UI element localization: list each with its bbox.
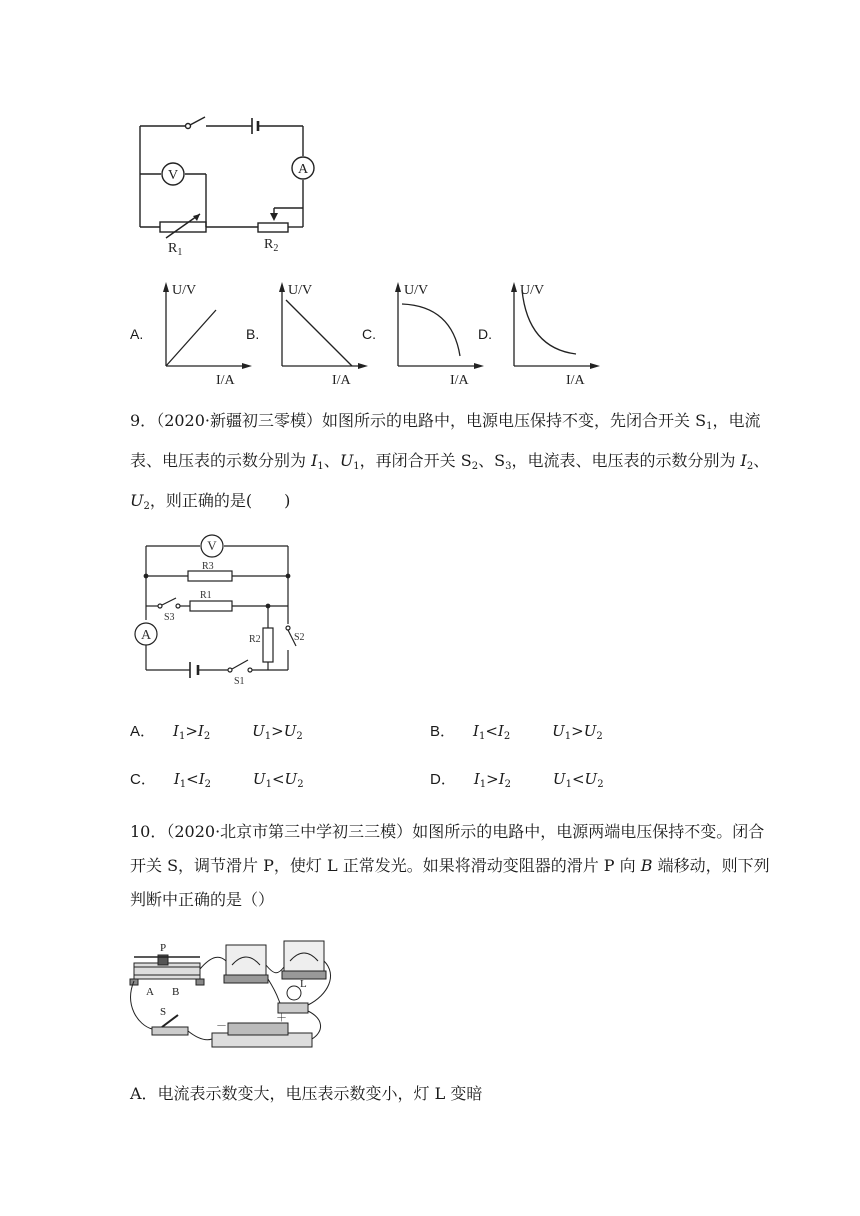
q10-question-text (130, 815, 820, 917)
q10-number: 10． (130, 822, 167, 841)
q9-r1-label: R1 (200, 590, 212, 601)
q9-ammeter-label: A (140, 628, 152, 643)
r2-label: $R_2$ (264, 237, 279, 254)
q9-voltmeter-label: V (207, 538, 217, 553)
option-a-key[interactable]: A. (130, 326, 144, 342)
q9-line-1: 9．（2020·新疆初三零模）如图所示的电路中，电源电压保持不变，先闭合开关 $S_1$，电流 (130, 411, 761, 432)
q10-apparatus-diagram (128, 935, 338, 1053)
q9-question-text (130, 404, 820, 524)
option-d-key[interactable]: D. (478, 326, 492, 342)
q10-minus-label: － (216, 1020, 227, 1032)
q10-p-label: P (160, 942, 167, 954)
voltmeter-label: V (167, 168, 179, 183)
q10-line-2: 开关 S，调节滑片 P，使灯 L 正常发光。如果将滑动变阻器的滑片 P 向 B 端移动，则下列 (130, 856, 770, 875)
r1-label: $R_1$ (168, 241, 183, 258)
q10-a-label: A (146, 986, 154, 998)
q10-option-a[interactable]: A．电流表示数变大，电压表示数变小，灯 L 变暗 (130, 1084, 483, 1103)
q9-option-a[interactable]: A． $I_1>I_2$ $U_1>U_2$ (130, 722, 303, 742)
option-a-y-axis: U/V (172, 283, 197, 298)
option-d-y-axis: U/V (520, 283, 545, 298)
q10-s-label: S (160, 1006, 167, 1018)
q9-r2-label: R2 (249, 634, 261, 645)
q9-option-c[interactable]: C． $I_1<I_2$ $U_1<U_2$ (130, 770, 304, 790)
option-b-x-axis: I/A (332, 373, 351, 388)
q10-line-1: 10．（2020·北京市第三中学初三三模）如图所示的电路中，电源两端电压保持不变。闭合 (130, 822, 765, 841)
option-c-x-axis: I/A (450, 373, 469, 388)
option-b-key[interactable]: B. (246, 326, 260, 342)
q10-source: （2020·北京市第三中学初三三模） (166, 822, 413, 841)
q9-circuit-diagram (128, 528, 308, 690)
option-c-key[interactable]: C. (362, 326, 376, 342)
ammeter-label: A (297, 162, 309, 177)
q9-number: 9． (130, 411, 157, 430)
option-c-y-axis: U/V (404, 283, 429, 298)
q9-option-b[interactable]: B． $I_1<I_2$ $U_1>U_2$ (430, 722, 603, 742)
option-d-graph[interactable] (498, 280, 608, 388)
q10-b-label: B (172, 986, 180, 998)
option-b-y-axis: U/V (288, 283, 313, 298)
q10-l-label: L (300, 978, 307, 990)
q9-s1-label: S1 (234, 676, 245, 687)
q9-source: （2020·新疆初三零模） (156, 411, 322, 430)
q9-option-d[interactable]: D． $I_1>I_2$ $U_1<U_2$ (430, 770, 604, 790)
q8-circuit-diagram (130, 108, 320, 258)
q10-line-3: 判断中正确的是（） (130, 890, 275, 909)
q9-s3-label: S3 (164, 612, 175, 623)
q9-line-3: $U_2$，则正确的是( ) (130, 491, 291, 512)
option-a-x-axis: I/A (216, 373, 235, 388)
option-c-graph[interactable] (382, 280, 492, 388)
option-b-graph[interactable] (266, 280, 376, 388)
q10-plus-label: ＋ (276, 1012, 287, 1024)
q9-r3-label: R3 (202, 561, 214, 572)
option-d-x-axis: I/A (566, 373, 585, 388)
option-a-graph[interactable] (150, 280, 260, 388)
q9-s2-label: S2 (294, 632, 305, 643)
q9-line-2: 表、电压表的示数分别为 $I_1$、$U_1$，再闭合开关 $S_2$、$S_3$，电流表、电压表的示数分别为 $I_2$、 (130, 451, 770, 472)
